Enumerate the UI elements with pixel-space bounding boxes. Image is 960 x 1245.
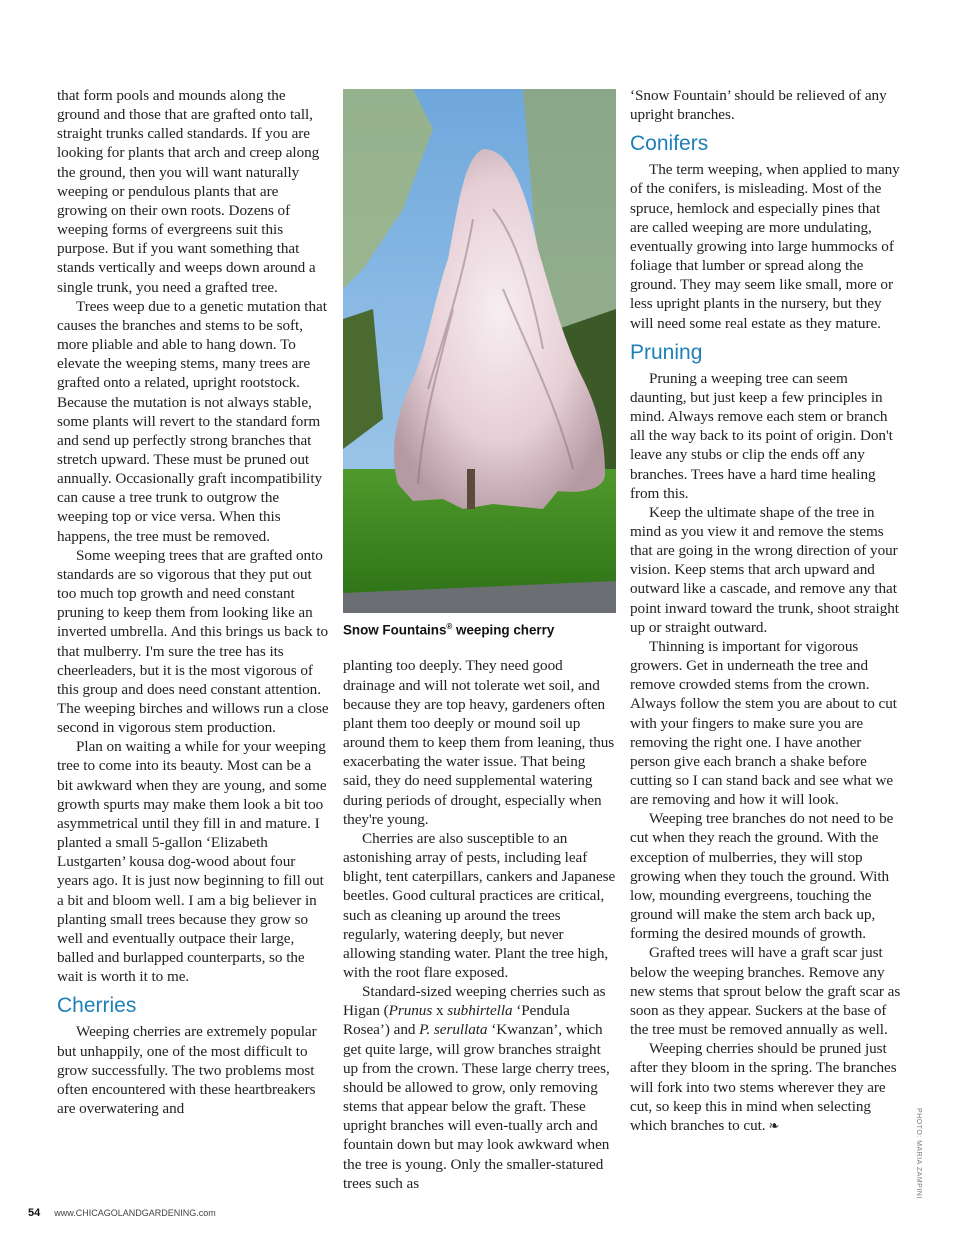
heading-pruning: Pruning <box>630 340 703 364</box>
italic-latin-name: subhirtella <box>447 1002 513 1020</box>
website-url: www.CHICAGOLANDGARDENING.com <box>54 1208 216 1218</box>
paragraph: The term weeping, when applied to many of the conifers, is misleading. Most of the spruce, hemlock and especially pines that are called weeping are more undulating, eventually growing into large hummocks of foliage that lumber or spread along the ground. They may seem like small, more or less upright plants in the nursery, but they will need some real estate as they mature. <box>630 161 900 332</box>
end-mark-icon: ❧ <box>768 1117 780 1133</box>
paragraph: planting too deeply. They need good drainage and will not tolerate wet soil, and because they are top heavy, gardeners often plant them too deeply or mound soil up around them to keep them from leaning, thus exacerbating the water issue. That being said, they do need supplemental watering during periods of drought, especially when they're young. <box>343 657 615 828</box>
paragraph: Weeping tree branches do not need to be cut when they reach the ground. With the exception of mulberries, they will stop growing when they touch the ground. With low, mounding evergreens, touching the ground will make the stem arch back up, forming the desired mounds of growth. <box>630 810 894 943</box>
page-number: 54 <box>28 1207 41 1219</box>
registered-mark: ® <box>446 622 453 631</box>
photo-caption <box>343 622 617 637</box>
paragraph <box>343 982 617 1193</box>
paragraph: Thinning is important for vigorous growers. Get in underneath the tree and remove crowded stems from the crown. Always follow the stem you are about to cut with your fingers to make sure you are removing the right one. I have another person give each branch a shake before cutting so I can stand back and see what we are removing and how it will look. <box>630 637 897 809</box>
text-run: x <box>432 1002 448 1020</box>
paragraph <box>630 1039 902 1135</box>
paragraph: that form pools and mounds along the ground and those that are grafted onto tall, straight trunks called standards. If you are looking for plants that arch and creep along the ground, then you will want naturally weeping or pendulous plants that are growing on their own roots. Dozens of weeping forms of evergreens suit this purpose. But if you want something that stands vertically and weeps down around a single trunk, you need a grafted tree. <box>57 87 320 296</box>
paragraph: Keep the ultimate shape of the tree in mind as you view it and remove the stems that are going in the wrong direction of your vision. Keep stems that arch upward and outward like a cascade, and remove any that point inward toward the trunk, shoot straight up or straight outward. <box>630 503 899 636</box>
photo-credit: PHOTO: MARIA ZAMPINI <box>915 1108 922 1199</box>
caption-main: Snow Fountains <box>343 622 447 638</box>
paragraph: Grafted trees will have a graft scar just below the weeping branches. Remove any new stems that sprout below the graft scar as soon as they appear. Suckers at the base of the tree must be removed annually as well. <box>630 944 901 1039</box>
tree-photo <box>343 89 616 613</box>
paragraph: Cherries are also susceptible to an astonishing array of pests, including leaf blight, tent caterpillars, cankers and Japanese beetles. Good cultural practices are critical, such as cleaning up around the trees regularly, watering deeply, but never allowing standing water. Plant the tree high, with the root flare exposed. <box>343 829 616 981</box>
paragraph: ‘Snow Fountain’ should be relieved of any upright branches. <box>630 87 887 124</box>
heading-conifers: Conifers <box>630 132 709 156</box>
weeping-cherry-illustration <box>343 89 616 613</box>
article-column-3 <box>630 86 902 1135</box>
text-run: Standard-sized weeping cherries such as Higan ( <box>343 983 606 1020</box>
italic-latin-name: Prunus <box>388 1002 433 1020</box>
heading-cherries: Cherries <box>57 994 137 1018</box>
caption-rest: weeping cherry <box>452 622 555 638</box>
article-column-2 <box>343 89 617 1193</box>
paragraph: Some weeping trees that are grafted onto standards are so vigorous that they put out too much top growth and need constant pruning to keep them from looking like an inverted umbrella. And this brings us back to that mulberry. I'm sure the tree has its cheerleaders, but it is the most vigorous of this group and does need constant attention. The weeping birches and willows run a close second in vigorous stem production. <box>57 546 329 737</box>
page-footer <box>28 1207 216 1219</box>
paragraph: Plan on waiting a while for your weeping tree to come into its beauty. Most can be a bit awkward when they are young, and some growth spurts may make them look a bit too asymmetrical until they fill in and mature. I planted a small 5-gallon ‘Elizabeth Lustgarten’ kousa dog-wood about four years ago. It is just now beginning to fill out a bit and bloom well. I am a big believer in planting small trees because they grow so well and eventually outpace their large, balled and burlapped counterparts, so the wait is worth it to me. <box>57 738 327 986</box>
paragraph: Weeping cherries are extremely popular but unhappily, one of the most difficult to grow successfully. The two problems most often encountered with these heartbreakers are overwatering and <box>57 1023 317 1117</box>
italic-latin-name: P. serullata <box>419 1021 488 1039</box>
paragraph: Trees weep due to a genetic mutation that causes the branches and stems to be soft, more pliable and able to hang down. To elevate the weeping stems, many trees are grafted onto a related, upright rootstock. Because the mutation is not always stable, some plants will revert to the standard form and send up perfectly strong branches that stretch upward. These must be pruned out annually. Occasionally graft incompatibility can cause a tree trunk to outgrow the weeping top or vice versa. When this happens, the tree must be removed. <box>57 297 327 545</box>
paragraph: Pruning a weeping tree can seem daunting, but just keep a few principles in mind. Always remove each stem or branch all the way back to its point of origin. Don't leave any stubs or clip the ends off any branches. Trees have a hard time healing from this. <box>630 369 893 502</box>
text-run: ‘Pendula Rosea’) and <box>343 1002 570 1039</box>
text-run: ‘Kwanzan’, which get quite large, will grow branches straight up from the crown. These large cherry trees, should be allowed to grow, only removing stems that appear below the graft. These upright branches will even-tually arch and fountain down but may look awkward when the tree is young. Only the smaller-statured trees such as <box>343 1021 610 1192</box>
text-run: Weeping cherries should be pruned just after they bloom in the spring. The branches will fork into two stems wherever they are cut, so keep this in mind when selecting which branches to cut. <box>630 1040 897 1134</box>
article-column-1 <box>57 86 329 1118</box>
